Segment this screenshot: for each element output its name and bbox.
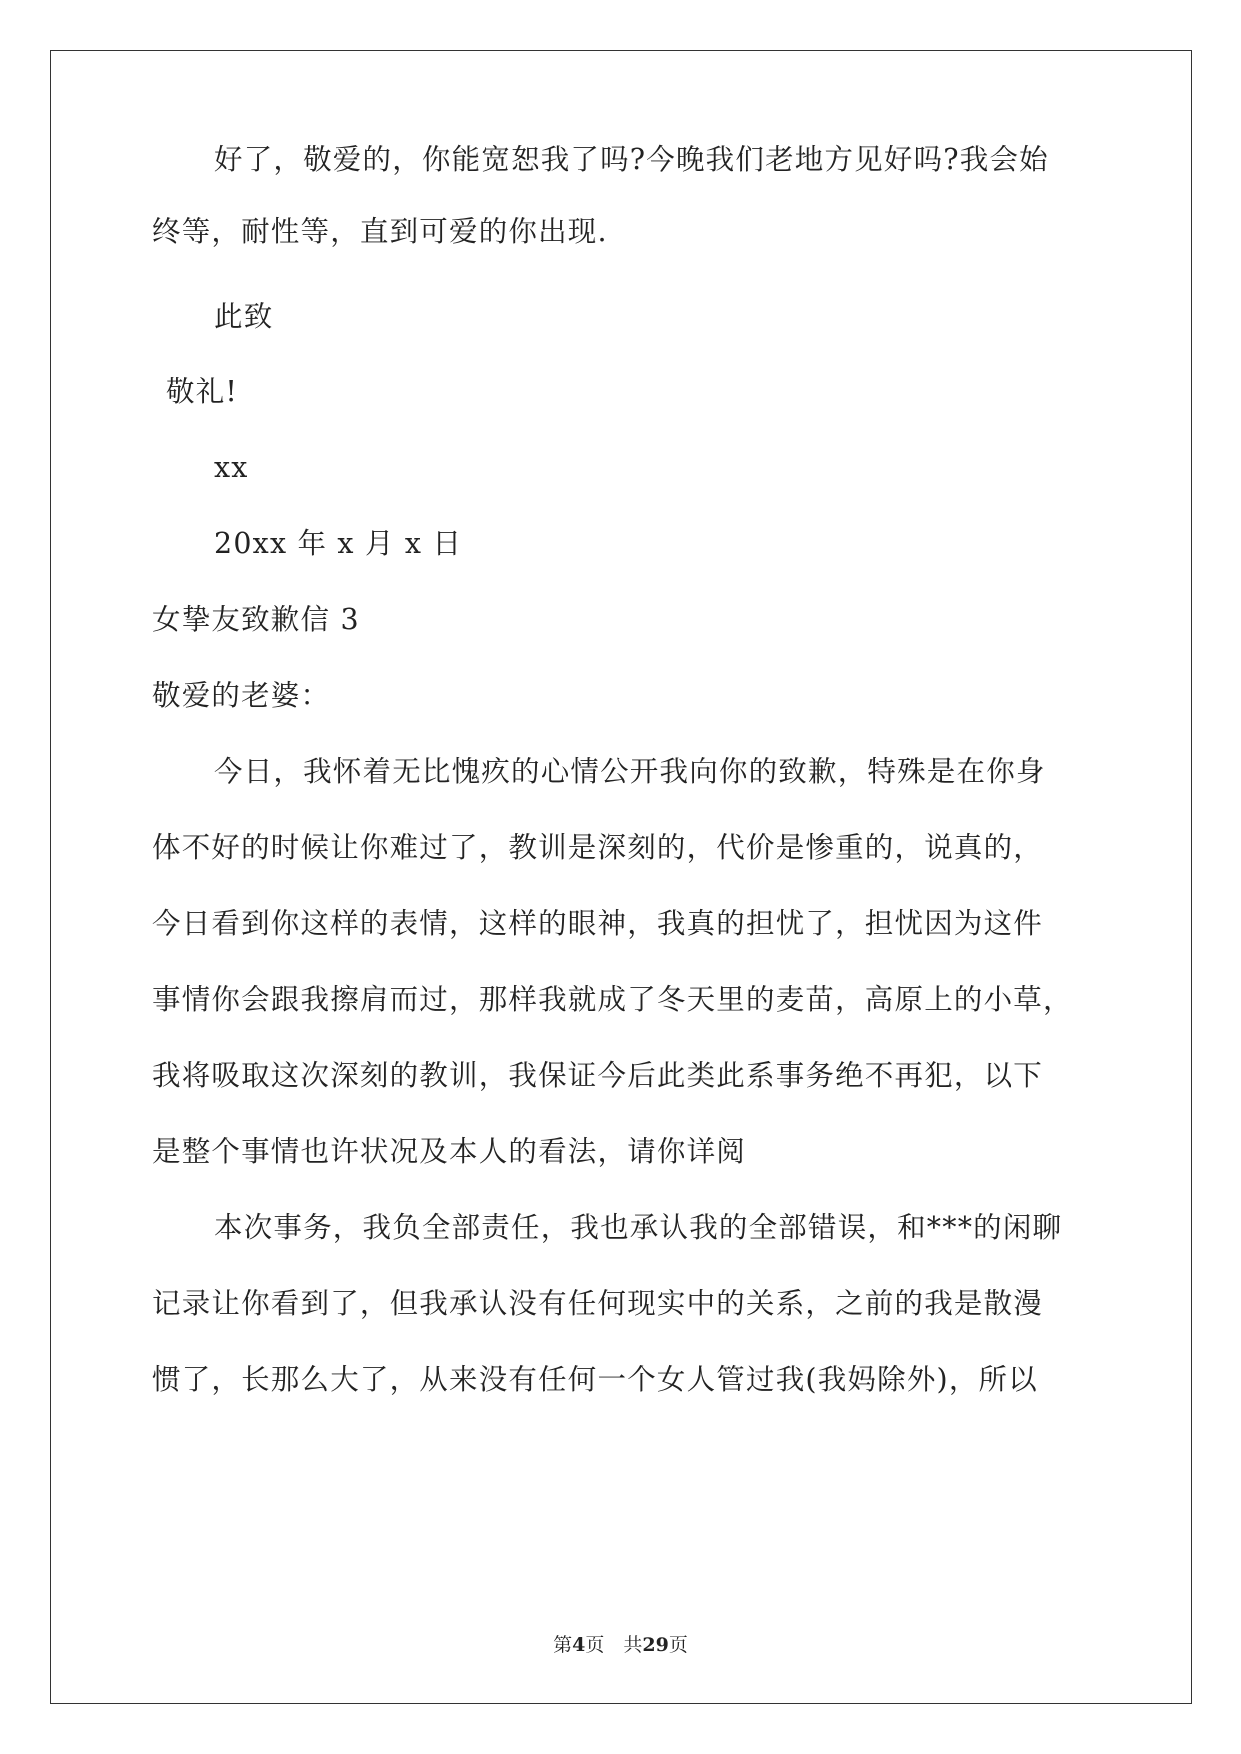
page-footer bbox=[0, 1630, 1241, 1657]
paragraph-line: 是整个事情也许状况及本人的看法，请你详阅 bbox=[152, 1135, 747, 1168]
signature: xx bbox=[214, 451, 249, 484]
footer-middle: 页 共 bbox=[585, 1634, 643, 1656]
paragraph-line: 本次事务，我负全部责任，我也承认我的全部错误，和***的闲聊 bbox=[214, 1211, 1063, 1244]
paragraph-line: 好了，敬爱的，你能宽恕我了吗?今晚我们老地方见好吗?我会始 bbox=[214, 143, 1049, 176]
closing-regards: 敬礼! bbox=[166, 375, 239, 408]
total-page-count: 29 bbox=[642, 1634, 669, 1656]
paragraph-line: 事情你会跟我擦肩而过，那样我就成了冬天里的麦苗，高原上的小草， bbox=[152, 983, 1073, 1016]
paragraph-line: 记录让你看到了，但我承认没有任何现实中的关系，之前的我是散漫 bbox=[152, 1287, 1044, 1320]
current-page-number: 4 bbox=[572, 1634, 586, 1656]
paragraph-line: 体不好的时候让你难过了，教训是深刻的，代价是惨重的，说真的， bbox=[152, 831, 1044, 864]
paragraph-line: 我将吸取这次深刻的教训，我保证今后此类此系事务绝不再犯，以下 bbox=[152, 1059, 1044, 1092]
greeting: 敬爱的老婆： bbox=[152, 679, 331, 712]
footer-prefix: 第 bbox=[553, 1634, 573, 1656]
section-title: 女挚友致歉信 3 bbox=[152, 603, 360, 636]
paragraph-line: 终等，耐性等，直到可爱的你出现. bbox=[152, 215, 608, 248]
paragraph-line: 惯了，长那么大了，从来没有任何一个女人管过我(我妈除外)，所以 bbox=[152, 1363, 1038, 1396]
paragraph-line: 今日，我怀着无比愧疚的心情公开我向你的致歉，特殊是在你身 bbox=[214, 755, 1046, 788]
paragraph-line: 今日看到你这样的表情，这样的眼神，我真的担忧了，担忧因为这件 bbox=[152, 907, 1044, 940]
letter-date: 20xx 年 x 月 x 日 bbox=[214, 527, 463, 560]
closing-salutation: 此致 bbox=[214, 300, 274, 333]
footer-suffix: 页 bbox=[668, 1634, 688, 1656]
